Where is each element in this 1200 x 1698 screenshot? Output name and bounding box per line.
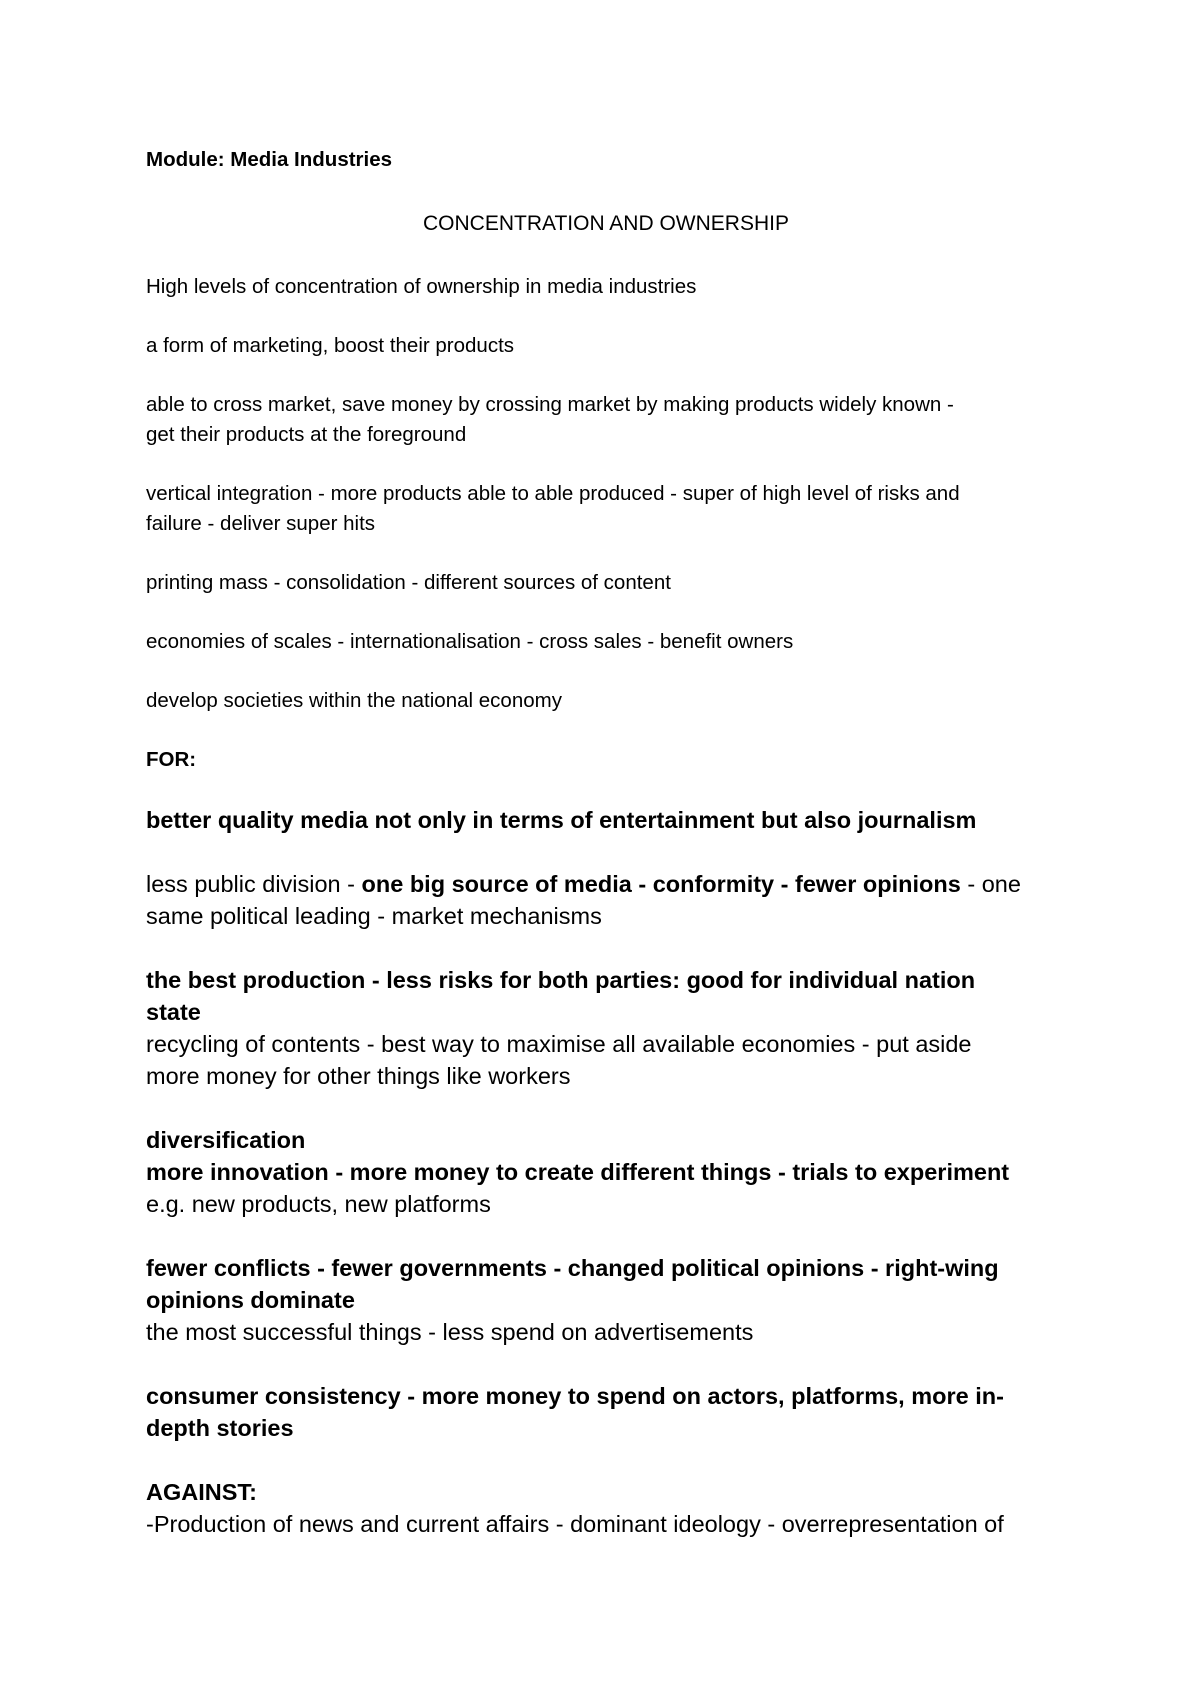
for-point-successful-things: the most successful things - less spend on advertisements (146, 1319, 754, 1345)
paragraph-develop-societies: develop societies within the national economy (146, 689, 562, 712)
for-heading: FOR: (146, 748, 197, 771)
for-point-recycling-line-1: recycling of contents - best way to maximise all available economies - put aside (146, 1031, 972, 1057)
against-point-news-production: -Production of news and current affairs - dominant ideology - overrepresentation of (146, 1511, 1004, 1537)
paragraph-economies-of-scales: economies of scales - internationalisation - cross sales - benefit owners (146, 630, 794, 653)
paragraph-vertical-integration-line-1: vertical integration - more products able to able produced - super of high level of risks and (146, 482, 960, 505)
for-point-best-production-line-1: the best production - less risks for both parties: good for individual nation (146, 967, 976, 993)
paragraph-cross-market-line-2: get their products at the foreground (146, 423, 467, 446)
paragraph-concentration: High levels of concentration of ownership in media industries (146, 275, 697, 298)
for-point-recycling-line-2: more money for other things like workers (146, 1063, 571, 1089)
for-point-public-division-plain-start: less public division - (146, 871, 362, 897)
paragraph-marketing: a form of marketing, boost their products (146, 334, 515, 357)
for-point-fewer-conflicts-line-2: opinions dominate (146, 1287, 355, 1313)
for-point-diversification: diversification (146, 1127, 306, 1153)
module-title: Module: Media Industries (146, 148, 393, 171)
for-point-public-division-plain-end: - one (960, 871, 1021, 897)
for-point-fewer-conflicts-line-1: fewer conflicts - fewer governments - changed political opinions - right-wing (146, 1255, 999, 1281)
for-point-quality: better quality media not only in terms of entertainment but also journalism (146, 807, 977, 833)
for-point-public-division-line-1 (146, 868, 1021, 900)
document-heading: CONCENTRATION AND OWNERSHIP (423, 212, 789, 235)
for-point-public-division-bold: one big source of media - conformity - fewer opinions (361, 871, 961, 897)
for-point-public-division-line-2: same political leading - market mechanisms (146, 903, 602, 929)
paragraph-vertical-integration-line-2: failure - deliver super hits (146, 512, 376, 535)
paragraph-printing-mass: printing mass - consolidation - different sources of content (146, 571, 671, 594)
for-point-best-production-line-2: state (146, 999, 201, 1025)
paragraph-cross-market-line-1: able to cross market, save money by crossing market by making products widely known - (146, 393, 954, 416)
for-point-consumer-consistency-line-2: depth stories (146, 1415, 294, 1441)
against-heading: AGAINST: (146, 1479, 257, 1505)
for-point-consumer-consistency-line-1: consumer consistency - more money to spend on actors, platforms, more in- (146, 1383, 1004, 1409)
for-point-examples: e.g. new products, new platforms (146, 1191, 491, 1217)
for-point-innovation: more innovation - more money to create different things - trials to experiment (146, 1159, 1010, 1185)
